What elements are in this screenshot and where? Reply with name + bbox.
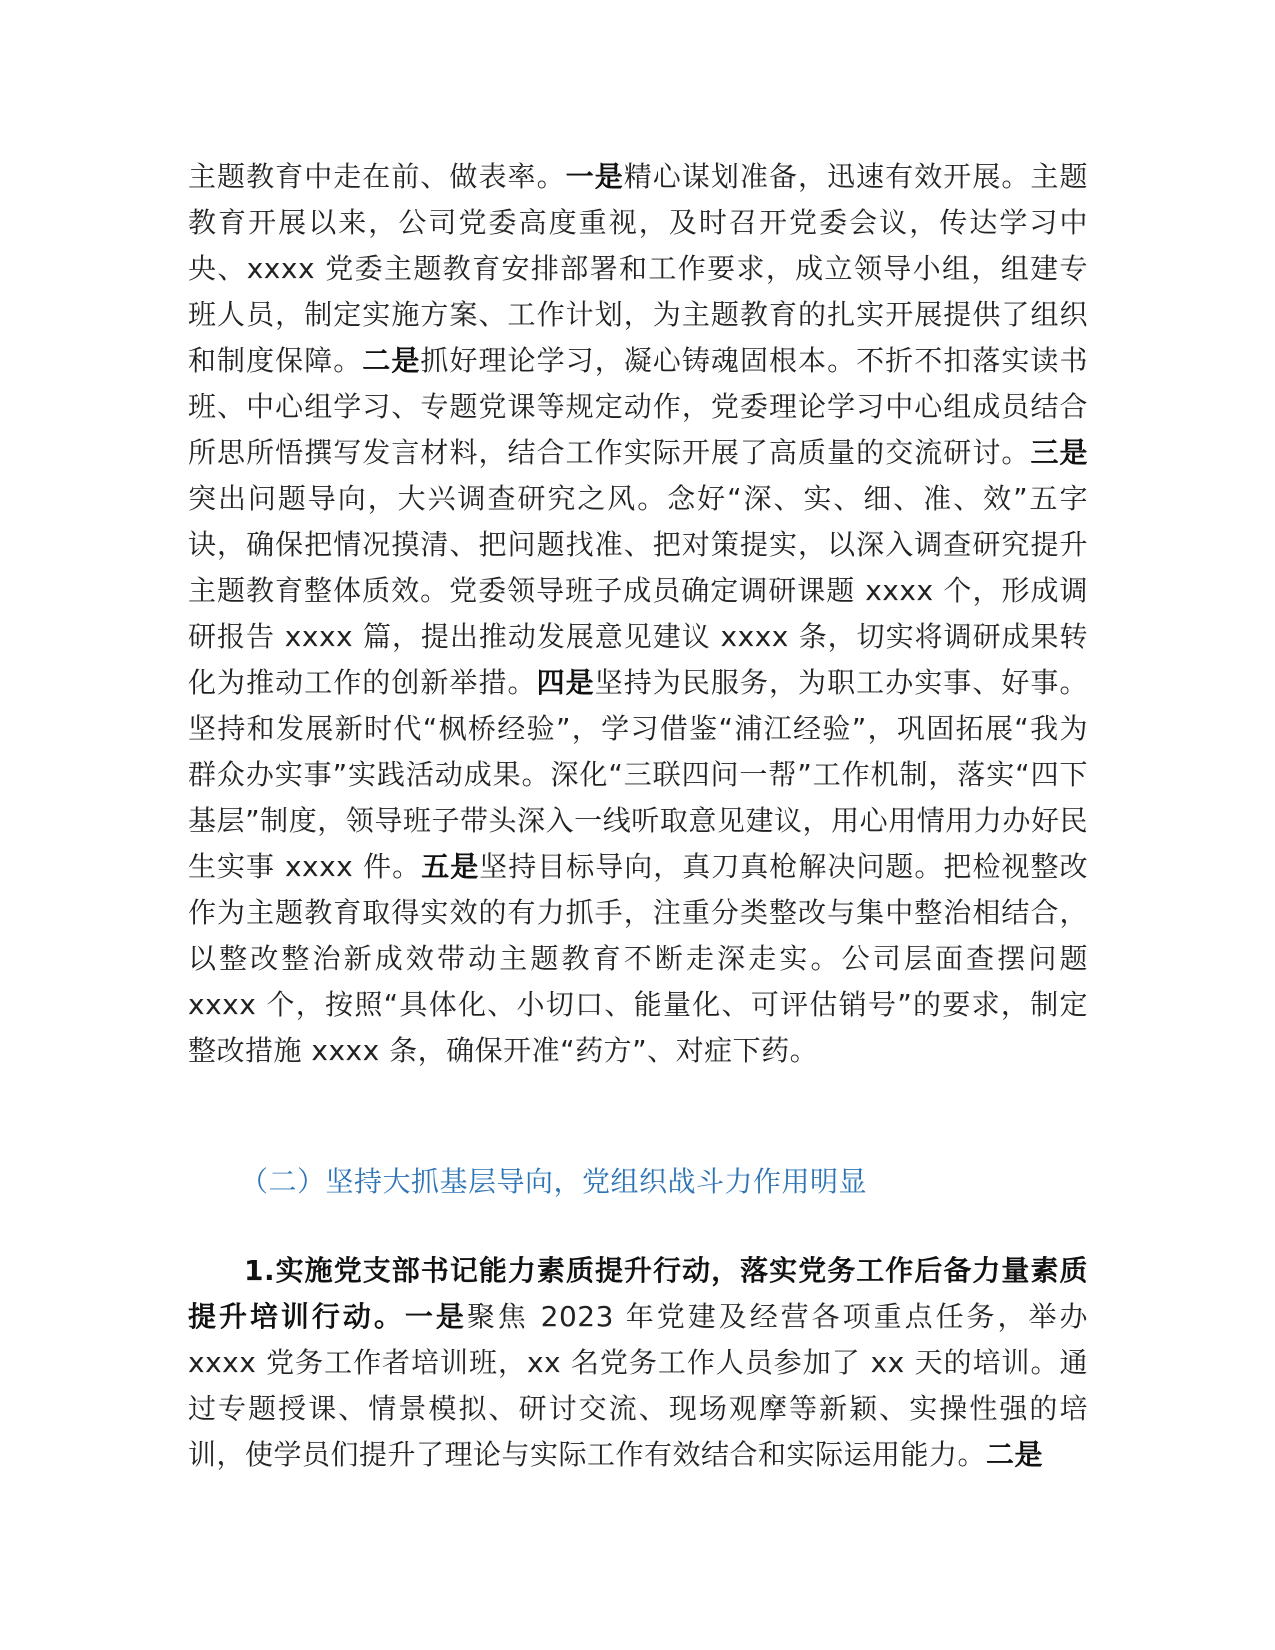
para2-text-1: 聚焦 2023 年党建及经营各项重点任务，举办 xxxx 党务工作者培训班，xx 名党务工作人员参加了 xx 天的培训。通过专题授课、情景模拟、研讨交流、现场观摩等新颖、实操性强的培训，使学员们提升了理论与实际工作有效结合和实际运用能力。 (188, 1300, 1088, 1471)
para1-text-1: 主题教育中走在前、做表率。 (188, 160, 566, 193)
paragraph-theme-education (188, 154, 1088, 1074)
section-heading-2: （二）坚持大抓基层导向，党组织战斗力作用明显 (240, 1165, 868, 1198)
para1-bold-5: 五是 (421, 850, 480, 883)
para1-text-2: 精心谋划准备，迅速有效开展。主题教育开展以来，公司党委高度重视，及时召开党委会议，传达学习中央、xxxx 党委主题教育安排部署和工作要求，成立领导小组，组建专班人员，制定实施方案、工作计划，为主题教育的扎实开展提供了组织和制度保障。 (188, 160, 1088, 377)
para1-bold-1: 一是 (565, 160, 624, 193)
para1-text-6: 坚持目标导向，真刀真枪解决问题。把检视整改作为主题教育取得实效的有力抓手，注重分类整改与集中整治相结合，以整改整治新成效带动主题教育不断走深走实。公司层面查摆问题 xxxx 个，按照“具体化、小切口、能量化、可评估销号”的要求，制定整改措施 xxxx 条，确保开准“药方”、对症下药。 (188, 850, 1088, 1067)
paragraph-branch-secretary (188, 1248, 1088, 1478)
para1-bold-3: 三是 (1030, 436, 1088, 469)
para1-text-3: 抓好理论学习，凝心铸魂固根本。不折不扣落实读书班、中心组学习、专题党课等规定动作，党委理论学习中心组成员结合所思所悟撰写发言材料，结合工作实际开展了高质量的交流研讨。 (188, 344, 1088, 469)
para1-bold-4: 四是 (536, 666, 595, 699)
para2-bold-2: 二是 (986, 1438, 1044, 1471)
para1-bold-2: 二是 (362, 344, 421, 377)
para2-bold-1: 1.实施党支部书记能力素质提升行动，落实党务工作后备力量素质提升培训行动。一是 (188, 1254, 1088, 1333)
para1-text-5: 坚持为民服务，为职工办实事、好事。坚持和发展新时代“枫桥经验”，学习借鉴“浦江经验”，巩固拓展“我为群众办实事”实践活动成果。深化“三联四问一帮”工作机制，落实“四下基层”制度，领导班子带头深入一线听取意见建议，用心用情用力办好民生实事 xxxx 件。 (188, 666, 1088, 883)
para1-text-4: 突出问题导向，大兴调查研究之风。念好“深、实、细、准、效”五字诀，确保把情况摸清、把问题找准、把对策提实，以深入调查研究提升主题教育整体质效。党委领导班子成员确定调研课题 xxxx 个，形成调研报告 xxxx 篇，提出推动发展意见建议 xxxx 条，切实将调研成果转化为推动工作的创新举措。 (188, 482, 1088, 699)
